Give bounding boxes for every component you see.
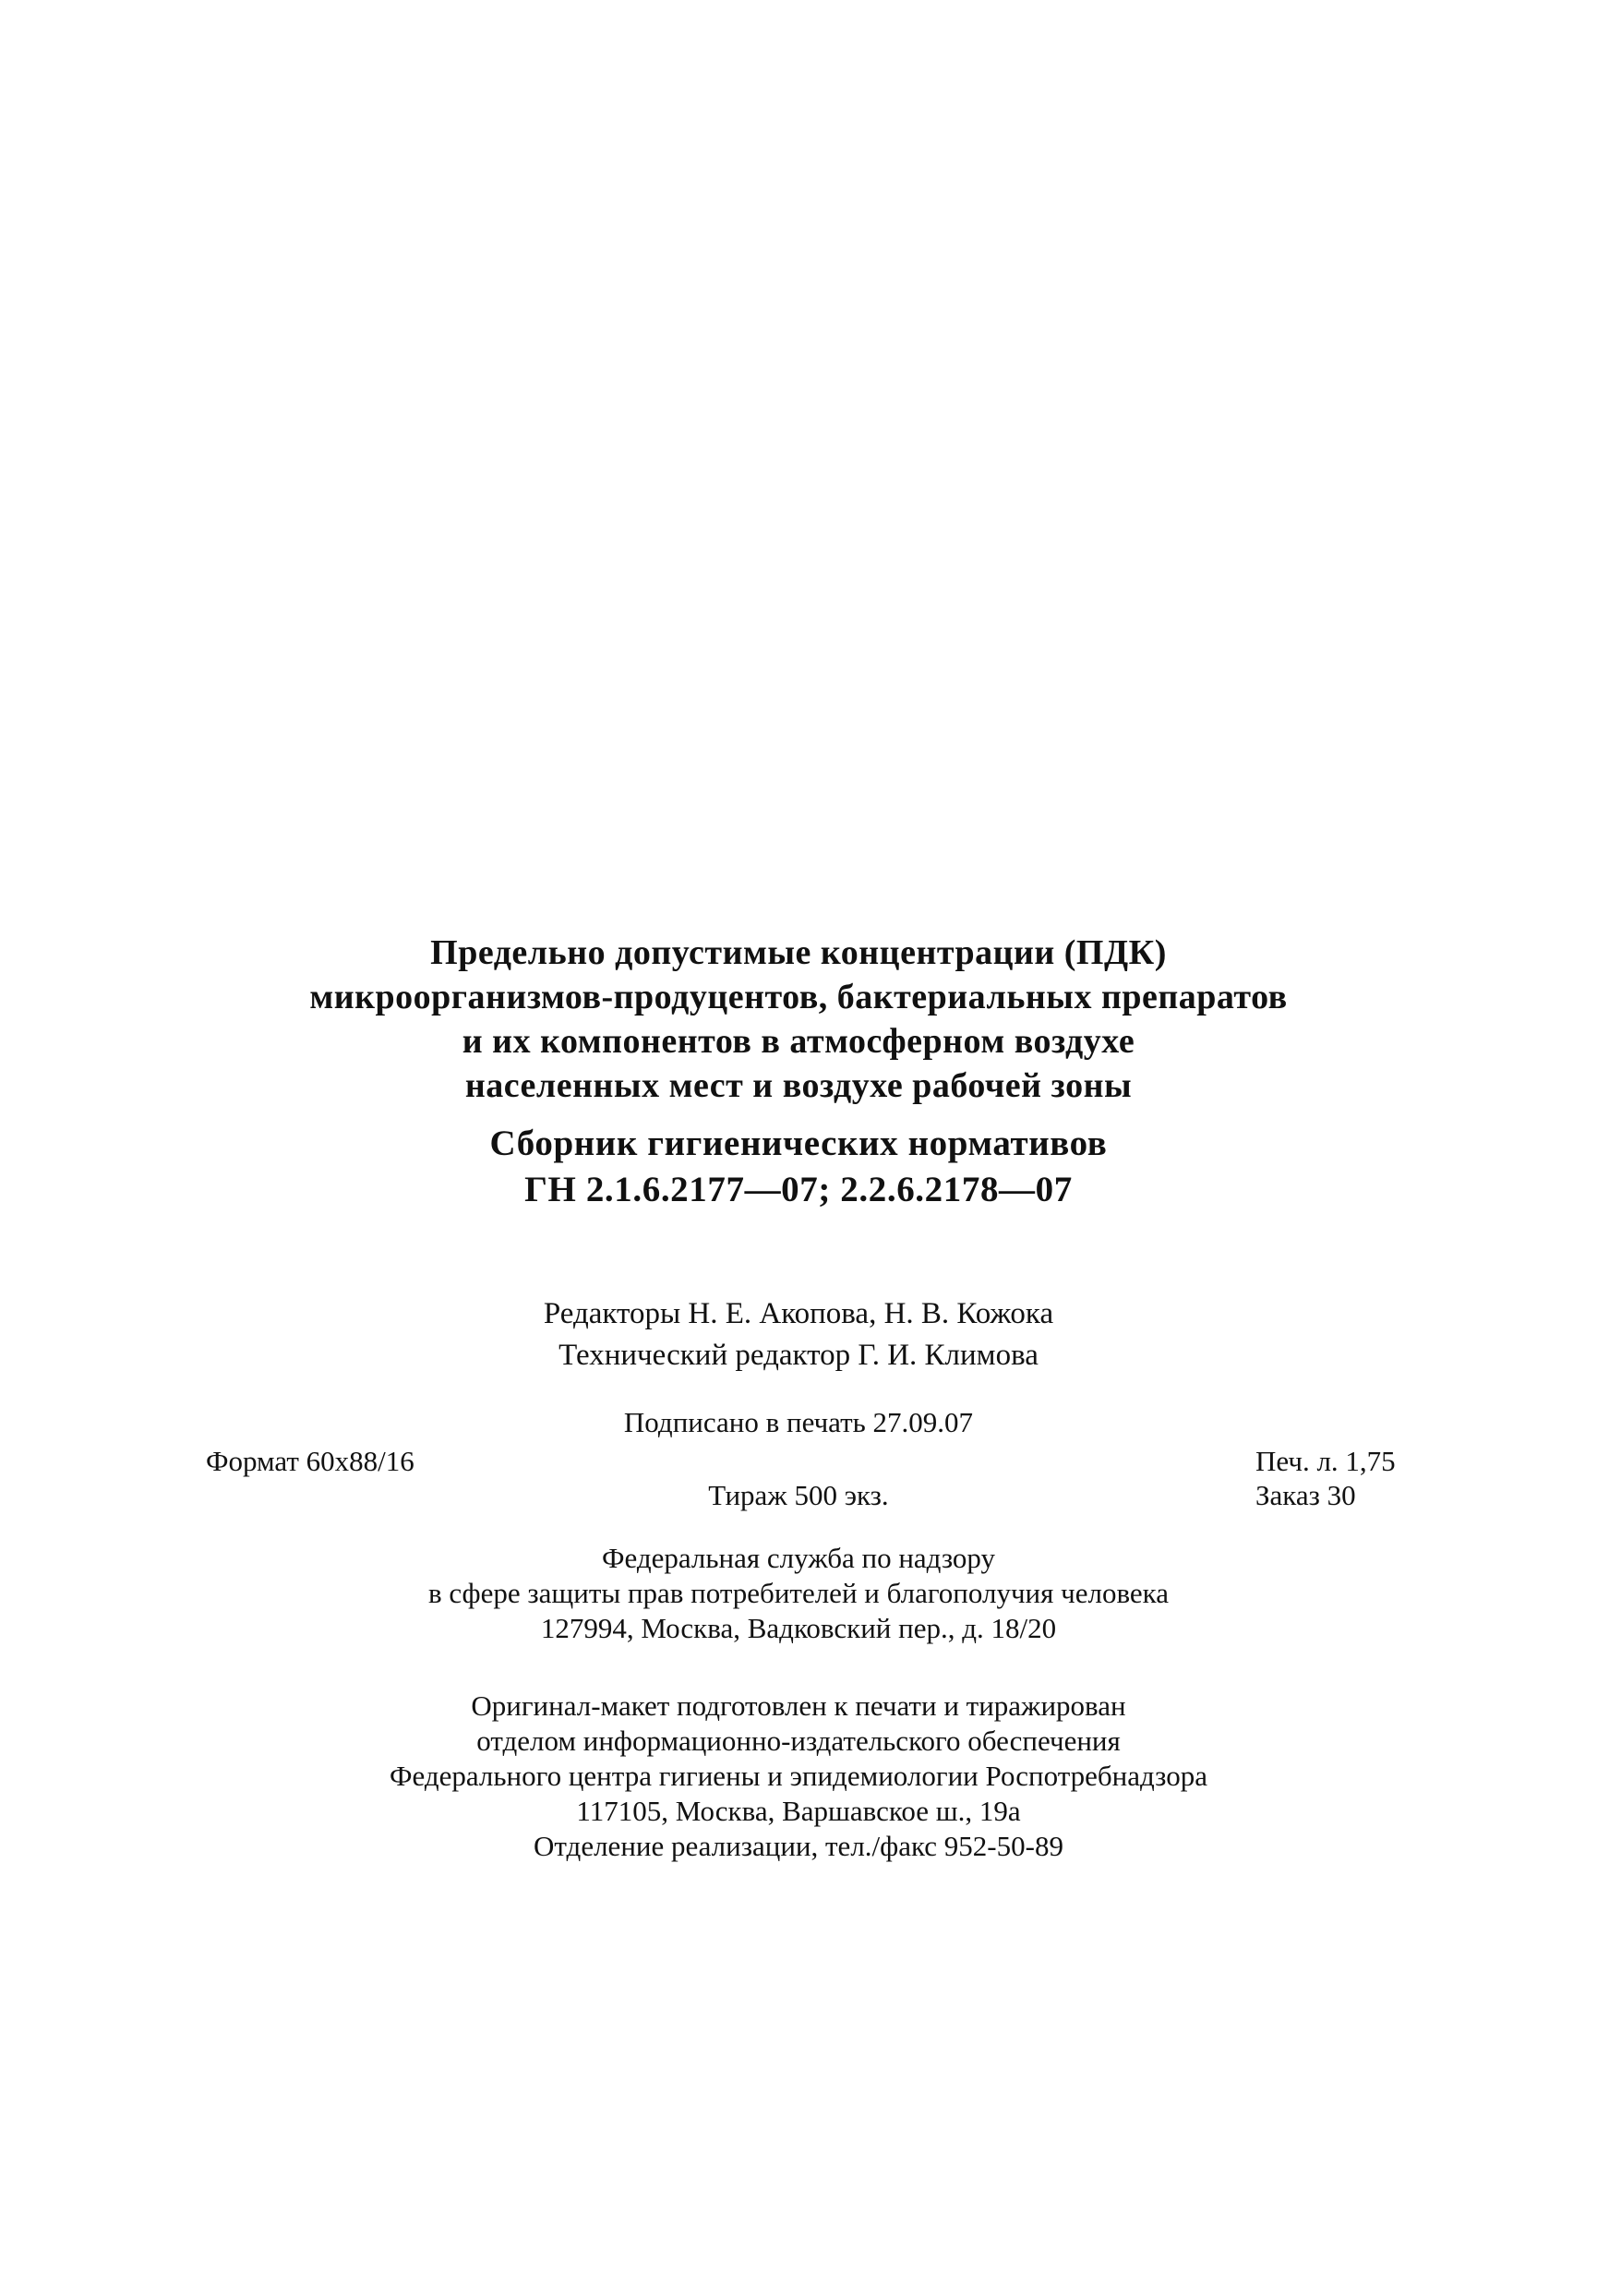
signed-to-print: Подписано в печать 27.09.07 (623, 1406, 974, 1438)
circulation-label: Тираж 500 экз. (708, 1479, 889, 1511)
editors-line: Редакторы Н. Е. Акопова, Н. В. Кожока (543, 1297, 1054, 1330)
sheets-label: Печ. л. 1,75 (1255, 1445, 1396, 1477)
order-label: Заказ 30 (1255, 1479, 1356, 1511)
producer-line-5: Отделение реализации, тел./факс 952-50-89 (534, 1830, 1063, 1862)
producer-line-1: Оригинал-макет подготовлен к печати и тиражирован (471, 1689, 1126, 1722)
tech-editor-line: Технический редактор Г. И. Климова (558, 1339, 1039, 1372)
title-line-2: микроорганизмов-продуцентов, бактериальных препаратов (309, 978, 1288, 1016)
subtitle-line-2: ГН 2.1.6.2177—07; 2.2.6.2178—07 (524, 1170, 1073, 1209)
subtitle-line-1: Сборник гигиенических нормативов (489, 1124, 1108, 1163)
publisher-line-3: 127994, Москва, Вадковский пер., д. 18/20 (540, 1612, 1057, 1644)
publisher-line-2: в сфере защиты прав потребителей и благополучия человека (427, 1577, 1170, 1609)
title-line-3: и их компонентов в атмосферном воздухе (462, 1022, 1135, 1061)
producer-line-4: 117105, Москва, Варшавское ш., 19а (576, 1795, 1021, 1827)
publisher-line-1: Федеральная служба по надзору (602, 1542, 995, 1574)
producer-line-3: Федерального центра гигиены и эпидемиологии Роспотребнадзора (390, 1760, 1207, 1792)
format-label: Формат 60x88/16 (206, 1445, 414, 1477)
producer-line-2: отделом информационно-издательского обеспечения (476, 1725, 1121, 1757)
title-line-4: населенных мест и воздухе рабочей зоны (464, 1066, 1133, 1105)
title-line-1: Предельно допустимые концентрации (ПДК) (430, 933, 1167, 972)
